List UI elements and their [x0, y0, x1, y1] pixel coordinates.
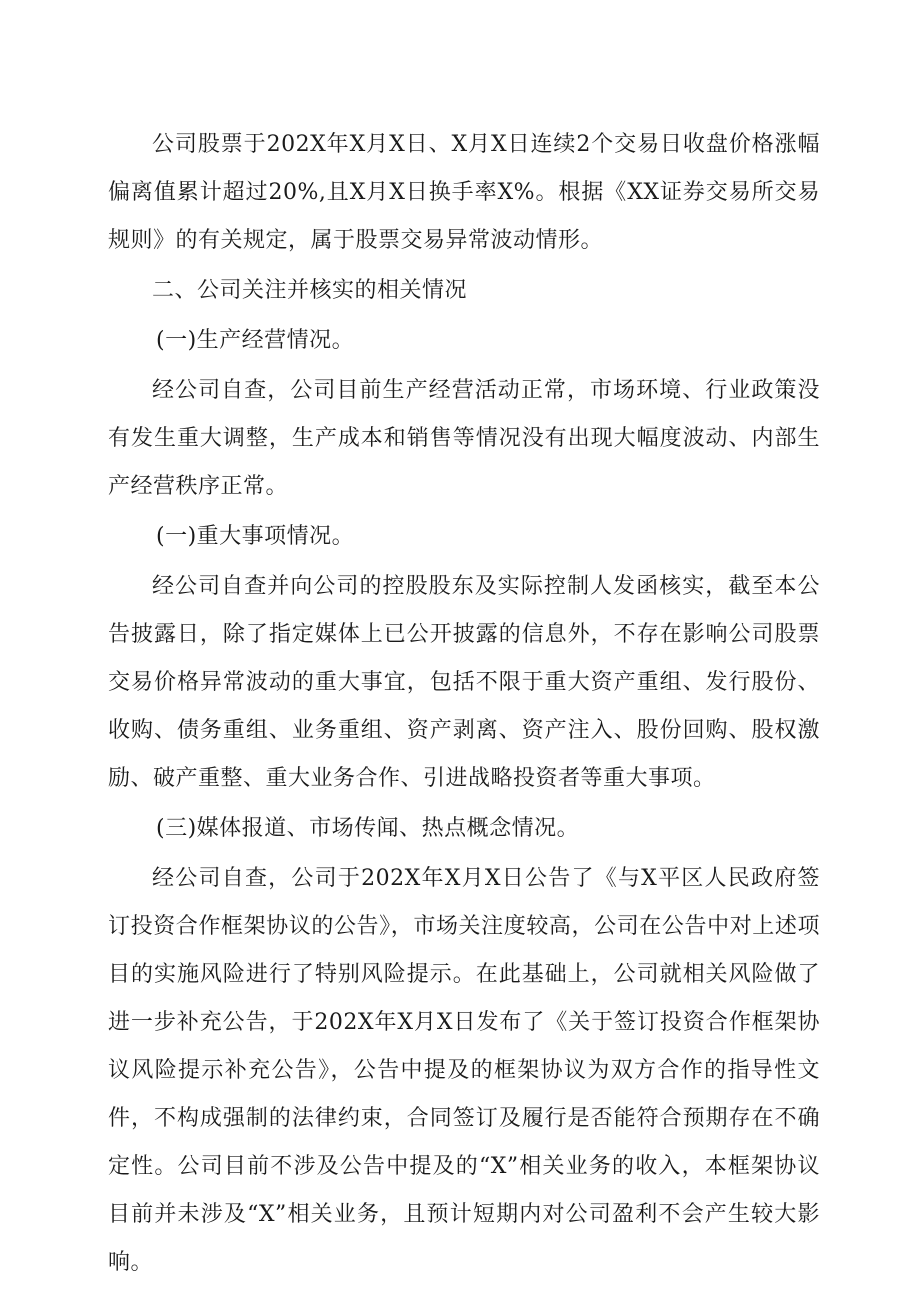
subsection-heading-2: (一)重大事项情况。	[156, 524, 355, 549]
subsection-heading-1: (一)生产经营情况。	[156, 328, 355, 353]
major-matters-paragraph: 经公司自查并向公司的控股股东及实际控制人发函核实，截至本公告披露日，除了指定媒体上已公开披露的信息外，不存在影响公司股票交易价格异常波动的重大事宜，包括不限于重大资产重组、发行股份、收购、债务重组、业务重组、资产剥离、资产注入、股份回购、股权激励、破产重整、重大业务合作、引进战略投资者等重大事项。	[108, 574, 820, 791]
operations-paragraph: 经公司自查，公司目前生产经营活动正常，市场环境、行业政策没有发生重大调整，生产成本和销售等情况没有出现大幅度波动、内部生产经营秩序正常。	[108, 378, 820, 499]
intro-paragraph: 公司股票于202X年X月X日、X月X日连续2个交易日收盘价格涨幅偏离值累计超过20%,且X月X日换手率X%。根据《XX证券交易所交易规则》的有关规定，属于股票交易异常波动情形。	[108, 132, 820, 253]
media-paragraph: 经公司自查，公司于202X年X月X日公告了《与X平区人民政府签订投资合作框架协议的公告》，市场关注度较高，公司在公告中对上述项目的实施风险进行了特别风险提示。在此基础上，公司就相关风险做了进一步补充公告，于202X年X月X日发布了《关于签订投资合作框架协议风险提示补充公告》，公告中提及的框架协议为双方合作的指导性文件，不构成强制的法律约束，合同签订及履行是否能符合预期存在不确定性。公司目前不涉及公告中提及的“X”相关业务的收入，本框架协议目前并未涉及“X”相关业务，且预计短期内对公司盈利不会产生较大影响。	[108, 866, 820, 1275]
subsection-heading-3: (三)媒体报道、市场传闻、热点概念情况。	[156, 816, 580, 841]
section-heading-2: 二、公司关注并核实的相关情况	[152, 278, 468, 303]
